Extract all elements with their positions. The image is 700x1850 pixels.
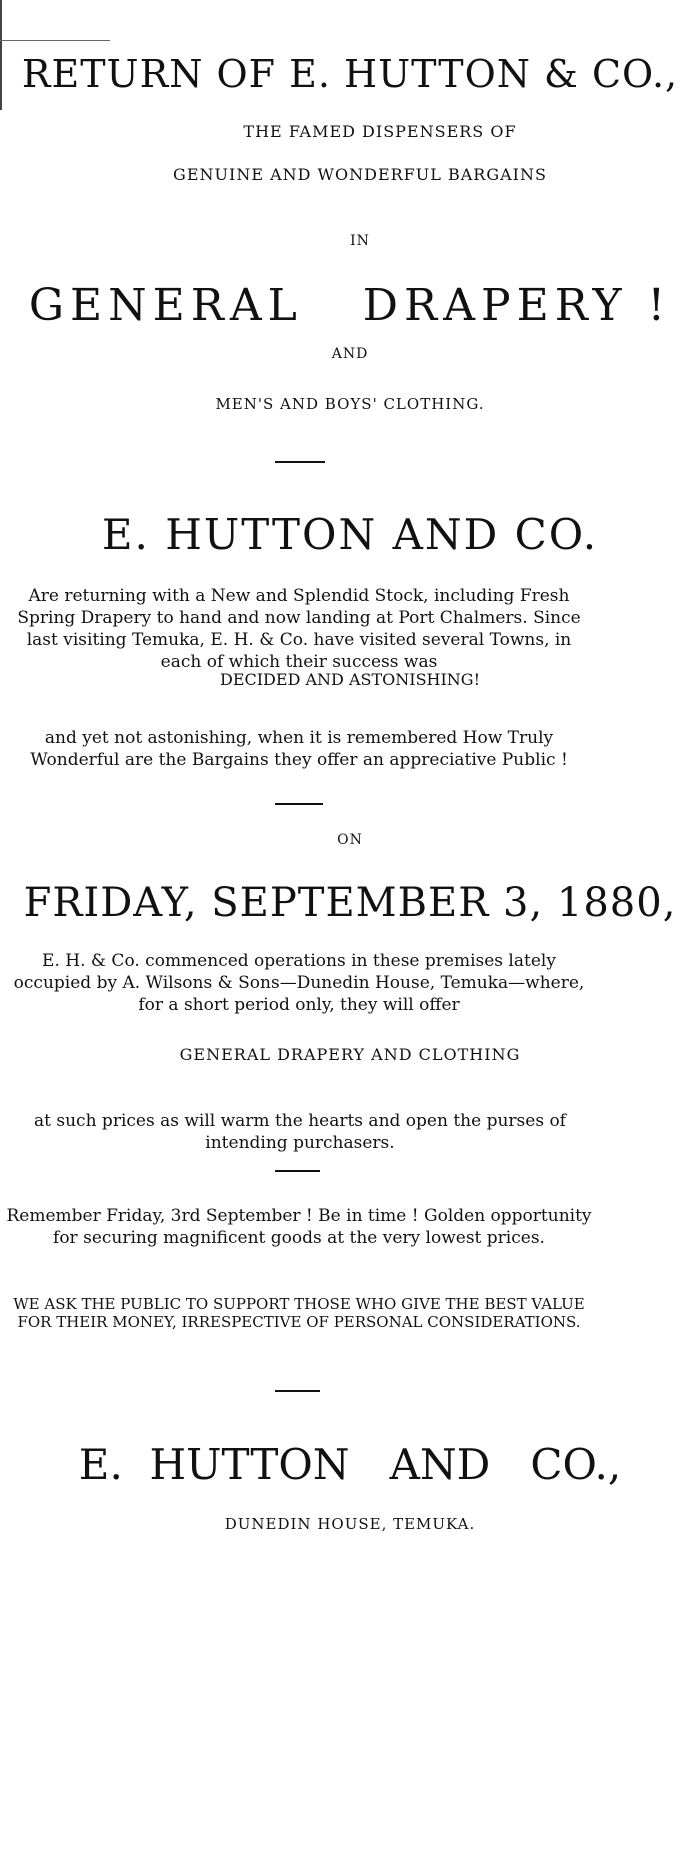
on-label: ON	[337, 832, 363, 848]
date-headline: FRIDAY, SEPTEMBER 3, 1880,	[23, 880, 677, 926]
header-line-3: IN	[350, 233, 370, 249]
emphasis-line: DECIDED AND ASTONISHING!	[219, 670, 481, 689]
divider-3	[275, 1170, 320, 1172]
header-line-4: AND	[331, 346, 369, 362]
headline: GENERAL DRAPERY !	[28, 280, 672, 331]
divider-2	[275, 803, 323, 805]
bargains-paragraph: and yet not astonishing, when it is remembered How Truly Wonderful are the Bargains they offer an appreciative Public !	[30, 728, 568, 770]
firm-name: E. HUTTON AND CO.	[101, 510, 599, 559]
ad-title: RETURN OF E. HUTTON & CO.,	[21, 52, 679, 96]
divider-4	[275, 1390, 320, 1392]
footer-firm-name: E. HUTTON AND CO.,	[78, 1440, 622, 1489]
header-line-5: MEN'S AND BOYS' CLOTHING.	[215, 395, 485, 413]
header-line-1: THE FAMED DISPENSERS OF	[243, 122, 517, 141]
remember-paragraph: Remember Friday, 3rd September ! Be in time ! Golden opportunity for securing magnificent goods at the very lowest prices.	[6, 1206, 592, 1248]
prices-paragraph: at such prices as will warm the hearts and open the purses of intending purchasers.	[34, 1111, 566, 1153]
appeal-paragraph: WE ASK THE PUBLIC TO SUPPORT THOSE WHO GIVE THE BEST VALUE FOR THEIR MONEY, IRRESPECTIVE OF PERSONAL CONSIDERATIONS.	[13, 1295, 585, 1331]
drapery-subhead: GENERAL DRAPERY AND CLOTHING	[179, 1045, 521, 1064]
intro-paragraph: Are returning with a New and Splendid Stock, including Fresh Spring Drapery to hand and now landing at Port Chalmers. Since last visiting Temuka, E. H. & Co. have visited several Towns, in each of which their success was	[17, 586, 581, 672]
top-rule	[0, 40, 110, 41]
footer-address: DUNEDIN HOUSE, TEMUKA.	[224, 1515, 476, 1533]
operations-paragraph: E. H. & Co. commenced operations in these premises lately occupied by A. Wilsons & Sons—Dunedin House, Temuka—where, for a short period only, they will offer	[13, 951, 585, 1015]
divider-1	[275, 461, 325, 463]
header-line-2: GENUINE AND WONDERFUL BARGAINS	[173, 165, 547, 184]
